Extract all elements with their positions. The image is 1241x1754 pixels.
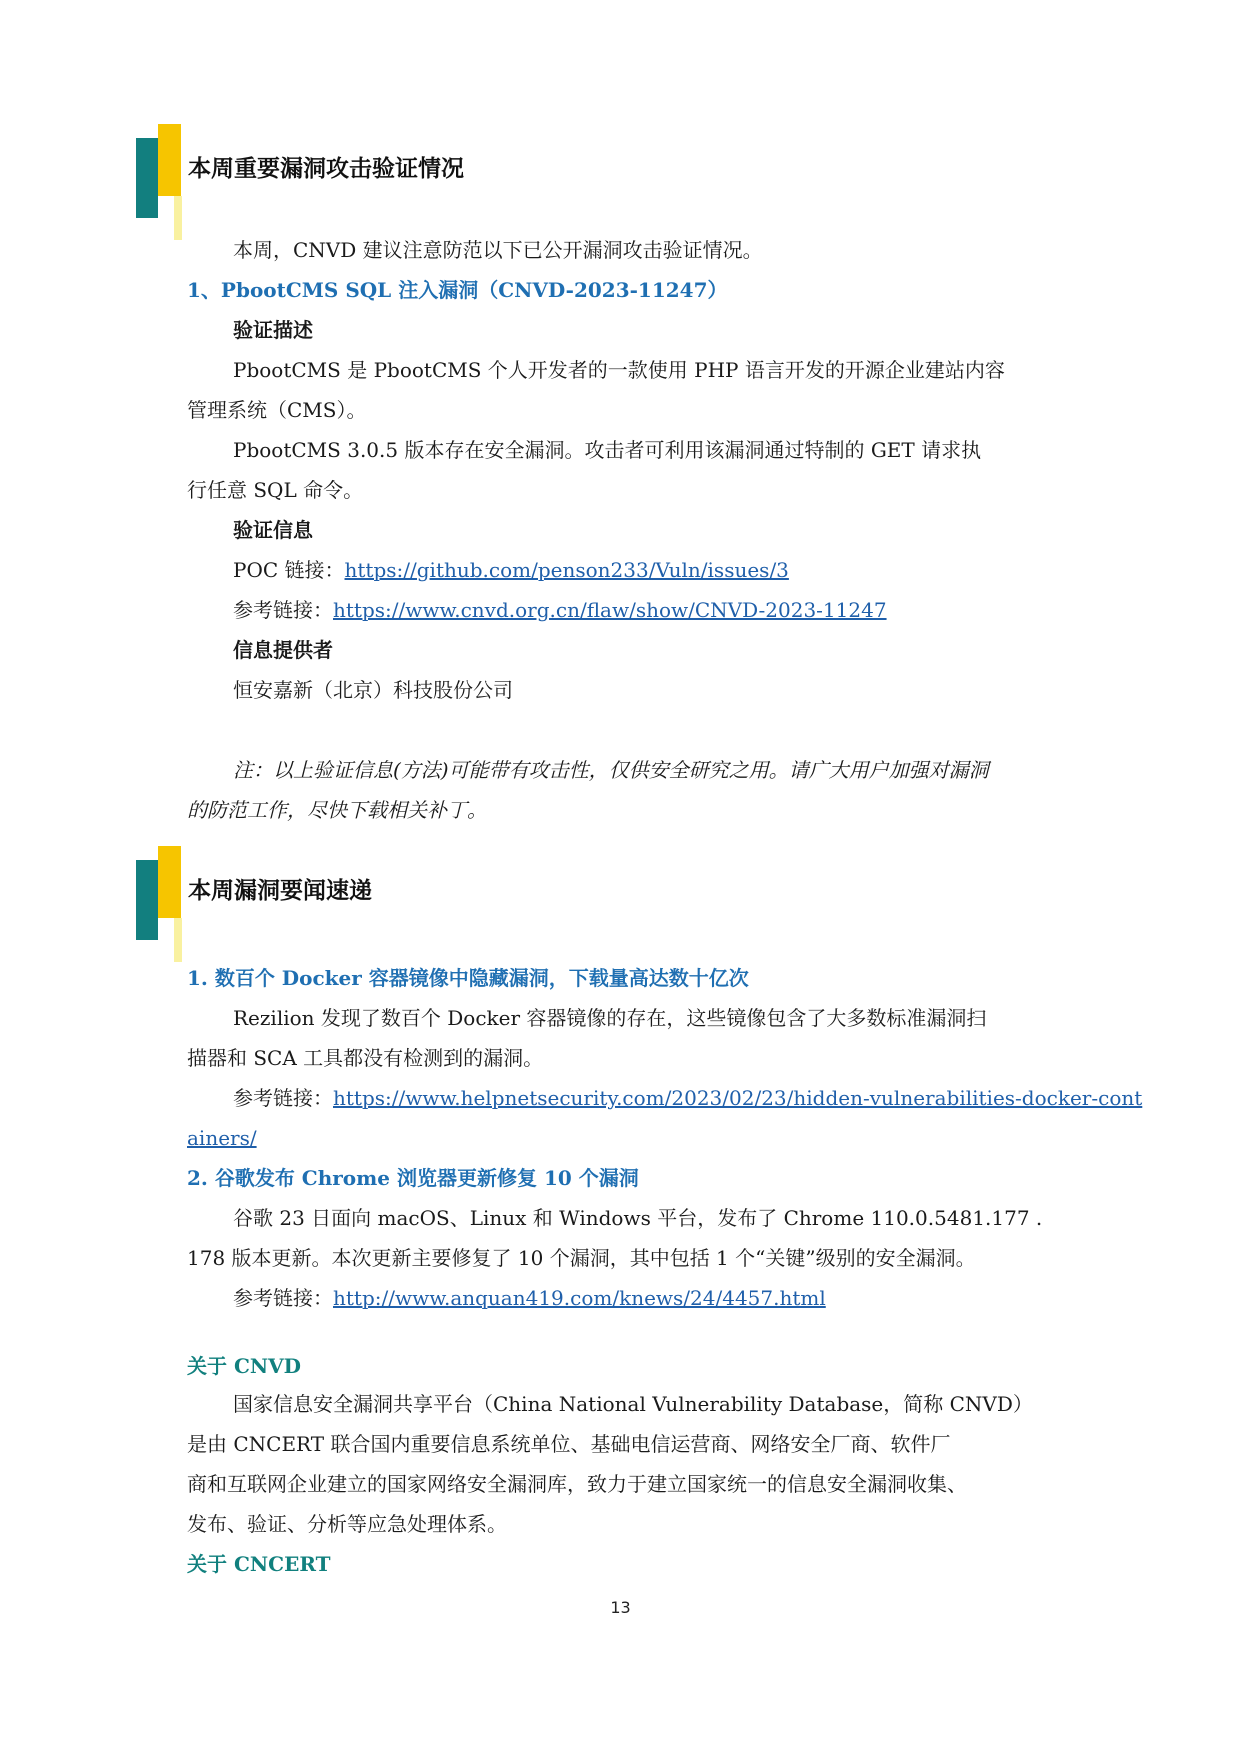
- news-2-heading: 2. 谷歌发布 Chrome 浏览器更新修复 10 个漏洞: [187, 1166, 639, 1190]
- desc-paragraph-2-line-2: 行任意 SQL 命令。: [187, 478, 364, 502]
- about-cnvd-line-1: 国家信息安全漏洞共享平台（China National Vulnerability Database，简称 CNVD）: [233, 1392, 1033, 1416]
- news-1-line-2: 描器和 SCA 工具都没有检测到的漏洞。: [187, 1046, 544, 1070]
- news-2-line-2: 178 版本更新。本次更新主要修复了 10 个漏洞，其中包括 1 个“关键”级别的安全漏洞。: [187, 1246, 976, 1270]
- section-header-2: [136, 846, 936, 966]
- decorative-bar-pale: [174, 918, 182, 962]
- news-2-ref-label: 参考链接：: [233, 1286, 333, 1310]
- poc-label: POC 链接：: [233, 558, 345, 582]
- news-1-ref-label: 参考链接：: [233, 1086, 333, 1110]
- news-1-line-1: Rezilion 发现了数百个 Docker 容器镜像的存在，这些镜像包含了大多数标准漏洞扫: [233, 1006, 987, 1030]
- desc-paragraph-2-line-1: PbootCMS 3.0.5 版本存在安全漏洞。攻击者可利用该漏洞通过特制的 GET 请求执: [233, 438, 982, 462]
- decorative-bar-yellow: [158, 846, 181, 918]
- section-title: 本周漏洞要闻速递: [188, 878, 372, 904]
- poc-link[interactable]: https://github.com/penson233/Vuln/issues/3: [344, 558, 789, 582]
- about-cnvd-heading: 关于 CNVD: [187, 1354, 302, 1378]
- desc-label: 验证描述: [233, 318, 313, 342]
- news-2-ref-link[interactable]: http://www.anquan419.com/knews/24/4457.html: [333, 1286, 826, 1310]
- section-header-1: [136, 124, 936, 244]
- news-1-ref-link-cont[interactable]: ainers/: [187, 1126, 257, 1150]
- ref-line: [233, 590, 1053, 630]
- about-cnvd-line-2: 是由 CNCERT 联合国内重要信息系统单位、基础电信运营商、网络安全厂商、软件厂: [187, 1432, 951, 1456]
- news-1-heading: 1. 数百个 Docker 容器镜像中隐藏漏洞，下载量高达数十亿次: [187, 966, 749, 990]
- news-1-ref-line: [233, 1078, 1143, 1118]
- desc-paragraph-1-line-1: PbootCMS 是 PbootCMS 个人开发者的一款使用 PHP 语言开发的开源企业建站内容: [233, 358, 1005, 382]
- note-line-2: 的防范工作，尽快下载相关补丁。: [187, 798, 487, 822]
- decorative-bar-yellow: [158, 124, 181, 196]
- vuln-heading: 1、PbootCMS SQL 注入漏洞（CNVD-2023-11247）: [187, 278, 728, 302]
- decorative-bar-teal: [136, 860, 158, 940]
- news-1-ref-line-cont: [187, 1118, 1057, 1158]
- poc-line: [233, 550, 1053, 590]
- about-cncert-heading: 关于 CNCERT: [187, 1552, 331, 1576]
- about-cnvd-line-4: 发布、验证、分析等应急处理体系。: [187, 1512, 507, 1536]
- intro-paragraph: 本周，CNVD 建议注意防范以下已公开漏洞攻击验证情况。: [233, 238, 763, 262]
- decorative-bar-pale: [174, 196, 182, 240]
- news-2-ref-line: [233, 1278, 1053, 1318]
- note-line-1: 注：以上验证信息(方法)可能带有攻击性，仅供安全研究之用。请广大用户加强对漏洞: [233, 758, 989, 782]
- decorative-bar-teal: [136, 138, 158, 218]
- ref-link[interactable]: https://www.cnvd.org.cn/flaw/show/CNVD-2023-11247: [333, 598, 887, 622]
- page-number: 13: [610, 1598, 631, 1617]
- news-1-ref-link[interactable]: https://www.helpnetsecurity.com/2023/02/23/hidden-vulnerabilities-docker-cont: [333, 1086, 1143, 1110]
- section-title: 本周重要漏洞攻击验证情况: [188, 156, 464, 182]
- about-cnvd-line-3: 商和互联网企业建立的国家网络安全漏洞库，致力于建立国家统一的信息安全漏洞收集、: [187, 1472, 967, 1496]
- ref-label: 参考链接：: [233, 598, 333, 622]
- info-label: 验证信息: [233, 518, 313, 542]
- news-2-line-1: 谷歌 23 日面向 macOS、Linux 和 Windows 平台，发布了 Chrome 110.0.5481.177 .: [233, 1206, 1043, 1230]
- provider-label: 信息提供者: [233, 638, 333, 662]
- desc-paragraph-1-line-2: 管理系统（CMS）。: [187, 398, 367, 422]
- provider-name: 恒安嘉新（北京）科技股份公司: [233, 678, 513, 702]
